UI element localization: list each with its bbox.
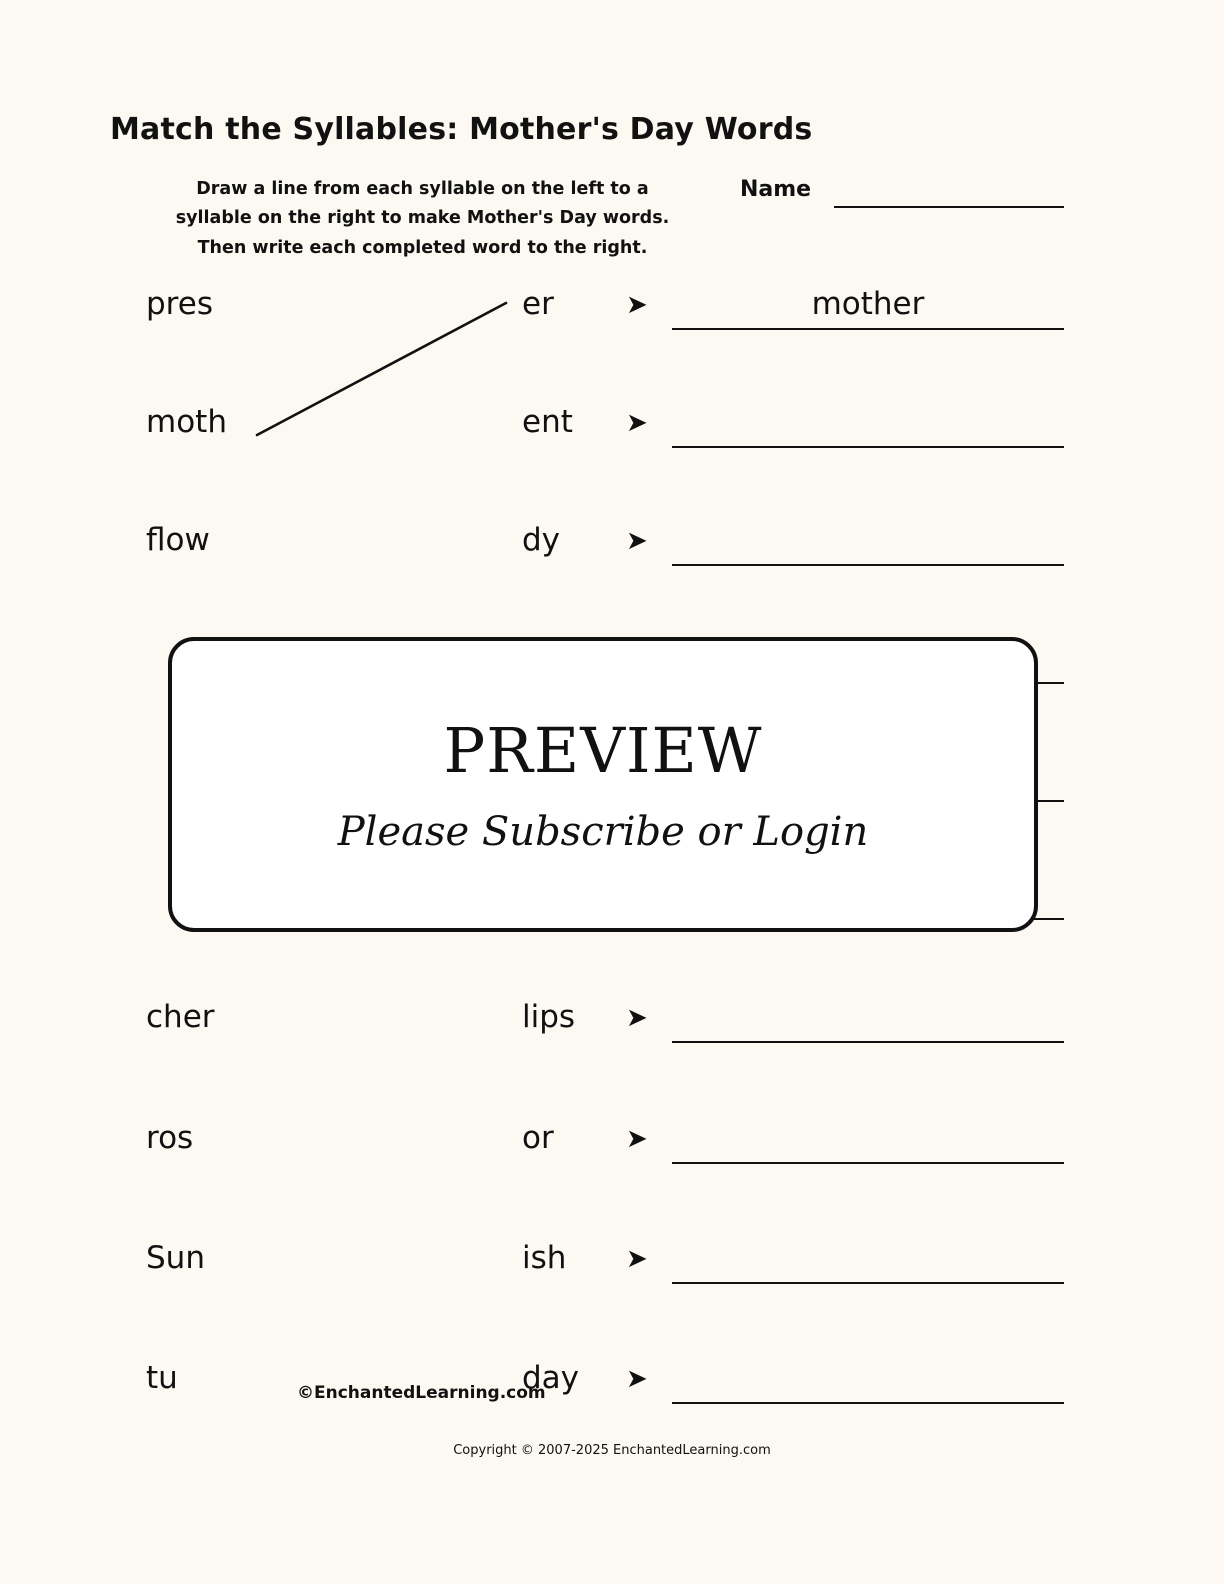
answer-text[interactable]: mother xyxy=(811,286,925,322)
answer-rule xyxy=(672,1282,1064,1284)
syllable-row xyxy=(0,1360,1224,1420)
left-syllable[interactable]: Sun xyxy=(146,1240,205,1276)
arrow-icon: ➤ xyxy=(626,1244,648,1274)
right-syllable[interactable]: lips xyxy=(522,999,576,1035)
answer-rule xyxy=(672,328,1064,330)
right-syllable[interactable]: ish xyxy=(522,1240,567,1276)
left-syllable[interactable]: cher xyxy=(146,999,215,1035)
syllable-row xyxy=(0,404,1224,464)
page-title: Match the Syllables: Mother's Day Words xyxy=(110,112,813,147)
answer-rule xyxy=(672,564,1064,566)
answer-rule xyxy=(672,1041,1064,1043)
preview-subtitle[interactable]: Please Subscribe or Login xyxy=(337,809,869,855)
right-syllable[interactable]: ent xyxy=(522,404,573,440)
brand-watermark: ©EnchantedLearning.com xyxy=(297,1383,546,1403)
instructions-line-3: Then write each completed word to the right. xyxy=(197,237,648,258)
right-syllable[interactable]: day xyxy=(522,1360,580,1396)
answer-rule xyxy=(672,1402,1064,1404)
arrow-icon: ➤ xyxy=(626,1124,648,1154)
syllable-row xyxy=(0,1240,1224,1300)
instructions-line-1: Draw a line from each syllable on the left to a xyxy=(196,179,649,199)
left-syllable[interactable]: flow xyxy=(146,522,210,558)
name-label: Name xyxy=(740,177,812,202)
left-syllable[interactable]: ros xyxy=(146,1120,194,1156)
preview-overlay xyxy=(168,637,1038,932)
name-input[interactable] xyxy=(834,206,1064,208)
preview-title: PREVIEW xyxy=(443,714,763,787)
arrow-icon: ➤ xyxy=(626,1364,648,1394)
arrow-icon: ➤ xyxy=(626,408,648,438)
arrow-icon: ➤ xyxy=(626,1003,648,1033)
left-syllable[interactable]: moth xyxy=(146,404,227,440)
left-syllable[interactable]: tu xyxy=(146,1360,178,1396)
answer-rule xyxy=(672,446,1064,448)
right-syllable[interactable]: dy xyxy=(522,522,561,558)
instructions xyxy=(140,175,705,263)
syllable-row xyxy=(0,286,1224,346)
right-syllable[interactable]: or xyxy=(522,1120,554,1156)
syllable-row xyxy=(0,522,1224,582)
syllable-row xyxy=(0,1120,1224,1180)
right-syllable[interactable]: er xyxy=(522,286,554,322)
instructions-line-2: syllable on the right to make Mother's Day words. xyxy=(175,208,670,229)
copyright-notice: Copyright © 2007-2025 EnchantedLearning.com xyxy=(453,1443,771,1458)
arrow-icon: ➤ xyxy=(626,526,648,556)
left-syllable[interactable]: pres xyxy=(146,286,213,322)
arrow-icon: ➤ xyxy=(626,290,648,320)
answer-rule xyxy=(672,1162,1064,1164)
syllable-row xyxy=(0,999,1224,1059)
